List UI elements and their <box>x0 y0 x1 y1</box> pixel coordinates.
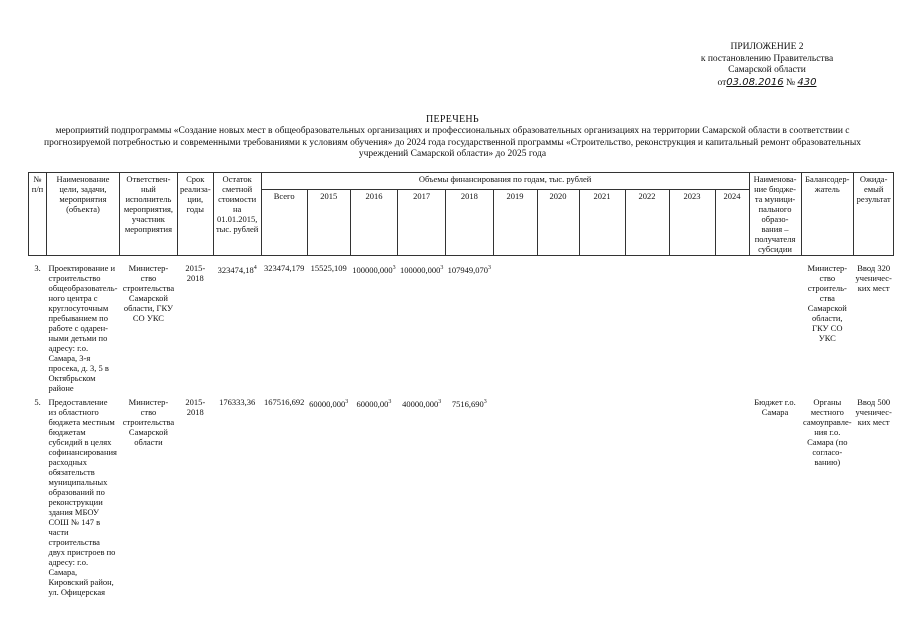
row-holder: Министер-ство строитель-ства Самарской области, ГКУ СО УКС <box>807 263 848 343</box>
header-year: 2021 <box>579 190 625 256</box>
number-prefix: № <box>785 77 796 88</box>
row-2017: 100000,000$^3$ <box>399 264 444 275</box>
header-term: Срок реализа-ции, годы <box>177 173 213 256</box>
row-budget <box>749 262 801 396</box>
header-total: Всего <box>261 190 307 256</box>
row-budget: Бюджет г.о. Самара <box>754 397 796 417</box>
header-financing: Объемы финансирования по годам, тыс. рублей <box>261 173 749 190</box>
row-2016: 100000,000$^3$ <box>352 264 396 275</box>
handwritten-number: 430 <box>797 76 817 88</box>
header-remainder: Остаток сметной стоимости на 01.01.2015, тыс. рублей <box>213 173 261 256</box>
row-executor: Министер-ство строительства Самарской области <box>122 397 175 447</box>
row-2015: 15525,109 <box>310 263 347 273</box>
appendix-line2: Самарской области <box>728 65 806 75</box>
row-2015: 60000,000$^3$ <box>309 398 349 409</box>
row-name: Проектирование и строительство общеобразователь-ного центра с круглосуточным пребыванием по работе с одарен-ными детьми по адресу: г.о. Самара, 3-я просека, д. 3, 5 в Октябрьском районе <box>48 263 118 393</box>
row-holder: Органы местного самоуправле-ния г.о. Самара (по согласо-ванию) <box>803 397 852 467</box>
financing-table <box>28 172 894 638</box>
row-executor: Министер-ство строительства Самарской области, ГКУ СО УКС <box>122 263 175 323</box>
header-year: 2016 <box>350 190 397 256</box>
document-title: ПЕРЕЧЕНЬ <box>426 114 479 125</box>
row-name: Предоставление из областного бюджета местным бюджетам субсидий в целях софинансирования расходных обязательств муниципальных образований по реконструкции здания МБОУ СОШ № 147 в части строительства двух пристроев по адресу: г.о. Самара, Кировский район, ул. Офицерская <box>48 397 117 597</box>
row-term: 2015-2018 <box>185 397 206 417</box>
row-2017: 40000,000$^3$ <box>402 398 442 409</box>
document-subtitle: мероприятий подпрограммы «Создание новых мест в общеобразовательных организациях и профессиональных образовательных организациях на территории Самарской области в соответствии с прогнозируемой потребностью и современными требованиями к условиям обучения» до 2024 года государственной программы «Строительство, реконструкция и капитальный ремонт образовательных учреждений Самарской области» до 2025 года <box>44 126 861 159</box>
row-num: 3. <box>34 263 41 273</box>
row-2016: 60000,00$^3$ <box>356 398 392 409</box>
header-year: 2022 <box>625 190 669 256</box>
row-total: 323474,179 <box>263 263 305 273</box>
header-result: Ожида-емый результат <box>854 173 894 256</box>
appendix-title: ПРИЛОЖЕНИЕ 2 <box>730 42 804 52</box>
date-prefix: от <box>717 77 727 88</box>
row-result: Ввод 500 ученичес-ких мест <box>855 397 892 427</box>
table-row <box>29 396 894 638</box>
row-remainder: 176333,36 <box>219 397 256 407</box>
row-2018: 7516,690$^3$ <box>451 398 487 409</box>
row-num: 5. <box>34 397 41 407</box>
header-year: 2019 <box>493 190 537 256</box>
appendix-date-line <box>677 77 857 90</box>
row-result: Ввод 320 ученичес-ких мест <box>855 263 892 293</box>
handwritten-date: 03.08.2016 <box>726 76 784 88</box>
row-2018: 107949,070$^3$ <box>447 264 492 275</box>
header-budget: Наименова-ние бюдже-та муници-пального образо-вания – получателя субсидии <box>749 173 801 256</box>
row-term: 2015-2018 <box>185 263 206 283</box>
header-year: 2024 <box>715 190 749 256</box>
header-year: 2015 <box>307 190 350 256</box>
table-row <box>29 262 894 396</box>
header-year: 2020 <box>537 190 579 256</box>
header-year: 2023 <box>669 190 715 256</box>
row-total: 167516,692 <box>263 397 305 407</box>
header-year: 2017 <box>398 190 446 256</box>
row-remainder: 323474,18$^4$ <box>217 264 257 275</box>
appendix-line1: к постановлению Правительства <box>700 53 834 64</box>
appendix-block <box>677 42 857 89</box>
header-name: Наименование цели, задачи, мероприятия (объекта) <box>47 173 120 256</box>
header-year: 2018 <box>446 190 493 256</box>
header-num: № п/п <box>29 173 47 256</box>
header-executor: Ответствен-ный исполнитель мероприятия, участник мероприятия <box>119 173 177 256</box>
header-holder: Балансодер-жатель <box>801 173 854 256</box>
